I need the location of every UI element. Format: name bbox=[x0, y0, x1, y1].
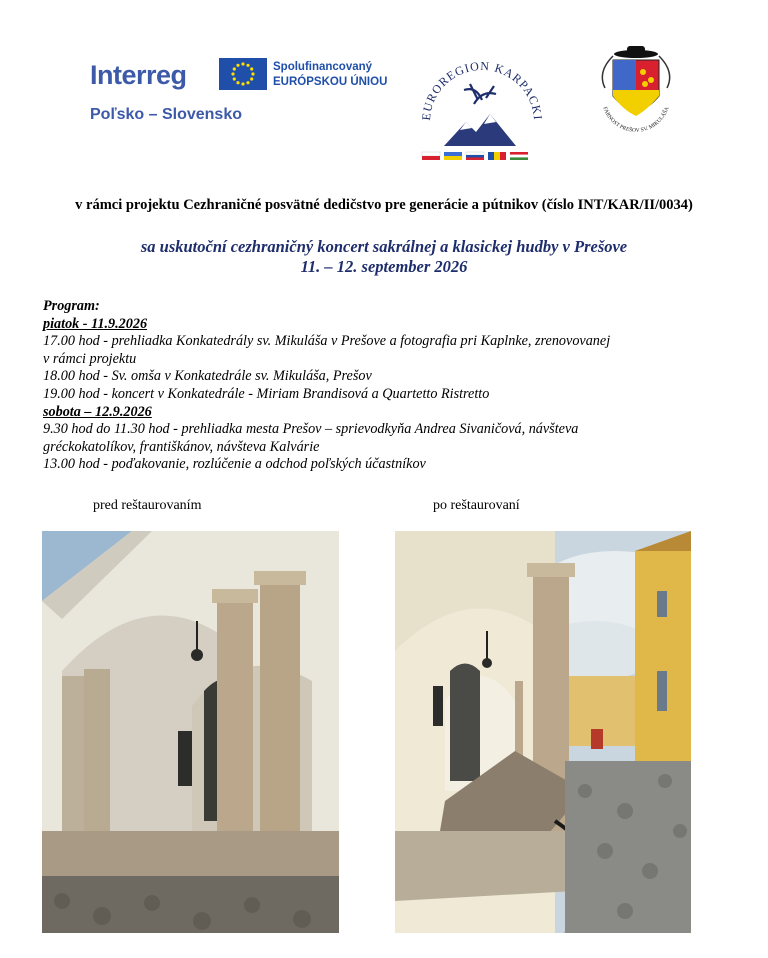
euroregion-arc-text: EUROREGION KARPACKI bbox=[418, 60, 546, 122]
euroregion-karpacki-logo bbox=[416, 60, 546, 165]
eu-text-line1: Spolufinancovaný bbox=[273, 61, 373, 73]
project-description: v rámci projektu Cezhraničné posvätné dedičstvo pre generácie a pútnikov (číslo INT/KAR/II/0034) bbox=[75, 197, 693, 213]
program-item: gréckokatolíkov, františkánov, návšteva Kalvárie bbox=[43, 438, 320, 455]
interreg-logo-wordmark: Interreg bbox=[90, 60, 187, 90]
program-item: 19.00 hod - koncert v Konkatedrále - Miriam Brandisová a Quartetto Ristretto bbox=[43, 385, 490, 402]
program-day-label: piatok - 11.9.2026 bbox=[43, 315, 148, 332]
program-item: 9.30 hod do 11.30 hod - prehliadka mesta Prešov – sprievodkyňa Andrea Sivaničová, návšteva bbox=[43, 421, 579, 438]
photo-caption-before: pred reštaurovaním bbox=[93, 498, 202, 513]
program-item: 18.00 hod - Sv. omša v Konkatedrále sv. Mikuláša, Prešov bbox=[43, 368, 372, 385]
program-day-label: sobota – 12.9.2026 bbox=[43, 403, 152, 420]
eu-flag-icon bbox=[219, 58, 267, 90]
eu-cofunded-label bbox=[273, 60, 387, 90]
interreg-region-label: Poľsko – Slovensko bbox=[90, 106, 242, 123]
photo-after-restoration bbox=[395, 531, 691, 933]
program-item: v rámci projektu bbox=[43, 350, 137, 367]
program-section bbox=[43, 298, 743, 474]
program-item: 17.00 hod - prehliadka Konkatedrály sv. Mikuláša v Prešove a fotografia pri Kaplnke, zrenovovanej bbox=[43, 333, 611, 350]
program-item: 13.00 hod - poďakovanie, rozlúčenie a odchod poľských účastníkov bbox=[43, 456, 426, 473]
eu-text-line2: EURÓPSKOU ÚNIOU bbox=[273, 76, 388, 88]
program-heading: Program: bbox=[43, 298, 100, 314]
parish-coat-of-arms-logo bbox=[593, 44, 679, 142]
concert-dates: 11. – 12. september 2026 bbox=[300, 257, 468, 276]
coat-arc-text: FARNOST PREŠOV SV. MIKULÁŠA bbox=[601, 106, 671, 134]
concert-announcement: sa uskutoční cezhraničný koncert sakrálnej a klasickej hudby v Prešove bbox=[140, 237, 628, 256]
svg-text:EUROREGION KARPACKI bbox=[419, 60, 545, 121]
photo-caption-after: po reštaurovaní bbox=[433, 498, 520, 513]
photo-before-restoration bbox=[42, 531, 339, 933]
